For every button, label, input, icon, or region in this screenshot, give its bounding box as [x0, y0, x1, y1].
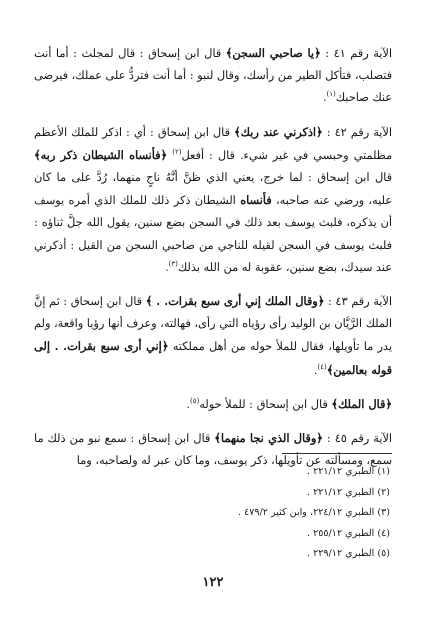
footnote: (٣) الطبري ٢٢٤/١٢، وابن كثير ٤٧٩/٢ .: [237, 507, 390, 518]
main-text: [34, 42, 392, 483]
quran-verse: ﴿اذكرني عند ربك﴾: [234, 124, 323, 139]
text-segment: قال ابن إسحاق : قال لمجلث : أما أنت فتصلب، فتأكل الطير من رأسك، وقال لنبو : أما أنت فتردُّ على عملك، فيرضى عنك صاحبك: [34, 47, 392, 105]
text-segment: الآية رقم ٤٥ :: [322, 432, 392, 446]
footnote: (٥) الطبري ٢٢٩/١٢ .: [306, 548, 390, 559]
paragraph: [34, 42, 392, 110]
text-segment: قال ابن إسحاق : لما خرج، يعني الذي ظنَّ أنَّهُ ناجٍ منهما، رُدَّ على ما كان عليه، ورضي عنه صاحبه،: [34, 171, 392, 208]
footnote-ref: (٣): [168, 260, 178, 269]
text-segment: الآية رقم ٤٣ :: [324, 295, 392, 309]
quran-verse: ﴿إني أرى سبع بقرات. . إلى قوله بعالمين﴾: [34, 339, 392, 377]
footnote-ref: (٤): [317, 362, 327, 371]
text-segment: الآية رقم ٤١ :: [320, 47, 392, 60]
footnote-ref: (٥): [189, 397, 200, 406]
footnote: (١) الطبري ٢٢١/١٢ .: [306, 466, 390, 477]
text-segment: .: [313, 363, 318, 377]
footnote: (٢) الطبري ٢٢١/١٢ .: [306, 486, 390, 498]
text-segment: الآية رقم ٤٢ :: [322, 125, 392, 139]
paragraph: [34, 121, 392, 279]
paragraph: [34, 290, 392, 382]
quran-verse: ﴿وقال الملك إني أرى سبع بقرات. . ﴾: [145, 294, 325, 309]
text-segment: .: [165, 260, 169, 274]
text-segment: .: [322, 91, 327, 105]
footnote-ref: (٢): [172, 148, 182, 157]
text-segment: .: [186, 397, 190, 411]
page-number: ١٢٢: [202, 575, 224, 590]
text-segment: قال ابن إسحاق : ثم إنَّ الملك الرَّيَّان بن الوليد رأى رؤياه التي رأى، فهالته، وعرف أنها رؤيا واقعة، ولم يدر ما تأويلها، فقال للملأ حوله من أهل مملكته: [34, 295, 392, 354]
footnote: (٤) الطبري ٢٥٥/١٢ .: [306, 527, 390, 539]
quran-verse: فأنساه: [240, 193, 272, 208]
text-segment: قال ابن إسحاق : للملأ حوله: [199, 397, 332, 411]
quran-verse: ﴿قال الملك﴾: [331, 396, 392, 411]
quran-verse: ﴿يا صاحبي السجن﴾: [225, 46, 321, 60]
footnote-divider: [282, 453, 392, 454]
quran-verse: ﴿فأنساه الشيطان ذكر ربه﴾: [34, 147, 168, 162]
paragraph: [34, 393, 392, 416]
footnotes: [34, 462, 390, 565]
text-segment: قال ابن إسحاق : سمع نبو من ذلك ما سمع، ومسألته عن تأويلها، ذكر يوسف، وما كان عبر له ولصاحبه، وما: [34, 432, 392, 468]
text-segment: قال ابن إسحاق : أي : اذكر للملك الأعظم مظلمتي وحبسي في غير شيء. قال : أفعل: [34, 125, 392, 162]
text-segment: الشيطان ذكر ذلك للملك الذي أمره يوسف أن يذكره، فلبث يوسف بعد ذلك في السجن بضع سنين، يقول الله جلَّ ثناؤه : فلبث يوسف في السجن لقيله للناجي من صاحبي السجن من القيل : أذكرني عند سيدك، بضع سنين، عقوبة له من الله بذلك: [34, 194, 392, 274]
quran-verse: ﴿وقال الذي نجا منهما﴾: [214, 431, 323, 446]
footnote-ref: (١): [326, 90, 336, 99]
